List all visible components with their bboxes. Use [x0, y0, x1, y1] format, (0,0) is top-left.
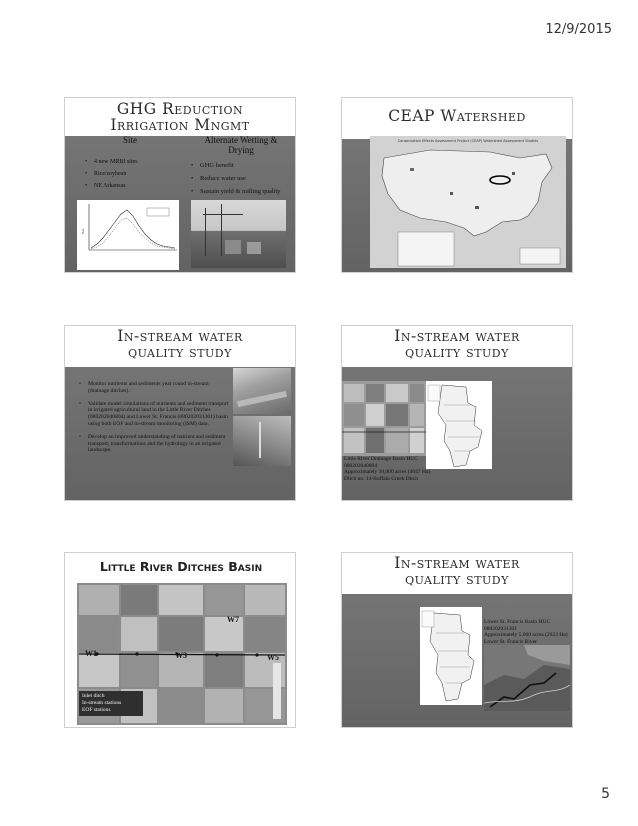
- bullet-item: • Validate model simulations of nutrients and sediment transport in irrigated agricultural land in the Little River Ditches (080202040804) and Lower St. Francis (080202031301) basin using both EOF and in-stream monitoring (ISM) data.: [79, 401, 231, 428]
- awd-bullets: [191, 159, 281, 198]
- slide-title: [65, 559, 296, 574]
- site-bullets: [85, 156, 138, 192]
- slide-title-line: CEAP Watershed: [388, 107, 526, 125]
- basin-caption: [344, 456, 464, 482]
- slide-title: [342, 326, 572, 367]
- caption-line: Approximately 5,000 acres (2023 Ha): [484, 632, 568, 638]
- awd-heading-text: Alternate Wetting & Drying: [204, 135, 278, 155]
- slide-instream-study-3: [341, 552, 573, 728]
- slide-title-line: In-stream water: [394, 554, 520, 572]
- bullet-item: • Monitor nutrients and sediments year round in-stream (drainage ditches).: [79, 381, 231, 395]
- study-bullets: [79, 381, 231, 454]
- slide-title-line: Irrigation Mngmt: [110, 115, 250, 134]
- svg-text:flux: flux: [81, 228, 85, 234]
- station-label: W1: [85, 649, 97, 658]
- slide-ceap-watershed: [341, 97, 573, 273]
- legend-item: Inlet ditch: [82, 693, 105, 699]
- basin-outline-map: [420, 607, 482, 705]
- station-label: W5: [267, 653, 279, 662]
- bullet-item: • Rice/soybean: [85, 168, 138, 180]
- slide-instream-study-1: [64, 325, 296, 501]
- slide-title-line: quality study: [405, 569, 509, 588]
- caption-line: Lower St. Francis Basin HUC: [484, 619, 551, 625]
- page-date: 12/9/2015: [545, 22, 612, 37]
- slide-ghg-reduction: [64, 97, 296, 273]
- slide-title-line: quality study: [128, 342, 232, 361]
- slide-title-line: quality study: [405, 342, 509, 361]
- ditch-photo-top: [233, 368, 291, 414]
- caption-line: Little River Drainage Basin HUC: [344, 456, 418, 462]
- basin-aerial-photo: [77, 583, 287, 725]
- slide-title-line: GHG Reduction: [116, 100, 244, 118]
- site-heading: Site: [123, 135, 138, 145]
- caption-line: Ditch no. 14-Buffalo Creek Ditch: [344, 475, 418, 482]
- awd-heading: [191, 135, 291, 155]
- slide-instream-study-2: [341, 325, 573, 501]
- little-river-aerial: [342, 381, 426, 456]
- caption-line: Approximately 10,000 acres (4047 Ha): [344, 469, 431, 475]
- map-legend: [79, 691, 143, 716]
- slide-little-river-basin: [64, 552, 296, 728]
- field-photo: [191, 200, 286, 268]
- station-label: W3: [175, 651, 187, 660]
- legend-item: In-stream stations: [82, 700, 122, 706]
- basin-caption: [484, 619, 570, 645]
- st-francis-aerial: [484, 645, 570, 711]
- bullet-item: • Sustain yield & milling quality: [191, 185, 281, 198]
- map-title: Conservation Effects Assessment Project (CEAP) Watershed Assessment Studies: [397, 139, 539, 143]
- caption-line: Lower St. Francis River: [484, 638, 537, 645]
- slide-title-line: Little River Ditches Basin: [99, 559, 263, 574]
- caption-line: 080202040804: [344, 462, 377, 469]
- caption-line: 080202031301: [484, 625, 517, 632]
- legend-item: EOF stations: [82, 707, 111, 713]
- bullet-item: • 4 new MRBI sites: [85, 156, 138, 168]
- bullet-item: • Reduce water use: [191, 172, 281, 185]
- station-label: W7: [227, 615, 239, 624]
- slide-title: [65, 98, 295, 136]
- ghg-flux-chart: [77, 200, 179, 270]
- slide-title: [65, 326, 295, 367]
- bullet-item: • NE Arkansas: [85, 180, 138, 192]
- slide-title: [342, 98, 572, 139]
- ditch-photo-bottom: [233, 416, 291, 466]
- slide-title: [342, 553, 572, 594]
- slide-title-line: In-stream water: [117, 327, 243, 345]
- slide-title-line: In-stream water: [394, 327, 520, 345]
- page-number: 5: [601, 786, 610, 802]
- ceap-us-map: [370, 136, 566, 268]
- bullet-item: • Develop an improved understanding of nutrient and sediment transport, transformations and the hydrology in an irrigated landscape.: [79, 434, 231, 454]
- bullet-item: • GHG benefit: [191, 159, 281, 172]
